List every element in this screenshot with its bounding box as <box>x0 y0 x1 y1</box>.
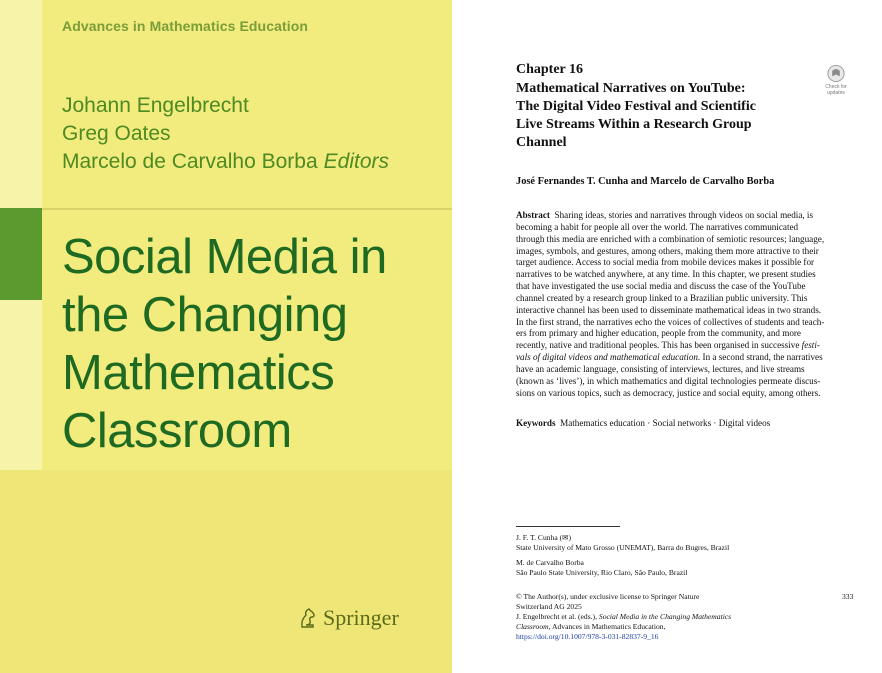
affiliation-place: State University of Mato Grosso (UNEMAT), Barra do Bugres, Brazil <box>516 543 730 552</box>
abstract-line: (known as ‘lives’), in which mathematics and digital technologies permeate discus- <box>516 375 821 386</box>
page-number: 333 <box>842 592 854 601</box>
citation-title: Classroom, <box>516 622 551 631</box>
book-title-line: Social Media in <box>62 230 387 284</box>
chapter-number: Chapter 16 <box>516 62 584 77</box>
keywords-list: Mathematics education · Social networks · Digital videos <box>560 418 771 428</box>
book-title-line: Classroom <box>62 404 292 458</box>
book-title-line: Mathematics <box>62 346 335 400</box>
abstract-italic: vals of digital videos and mathematical education. <box>516 352 701 363</box>
abstract-line: have an academic language, consisting of interviews, lectures, and live streams <box>516 363 805 374</box>
cover-green-accent <box>0 208 42 300</box>
abstract-line: ers from primary and higher education, people from the community, and more <box>516 328 801 339</box>
badge-label-line: updates <box>827 90 845 96</box>
citation-prefix: J. Engelbrecht et al. (eds.), <box>516 612 597 621</box>
cover-divider <box>42 208 452 210</box>
doi-link[interactable]: https://doi.org/10.1007/978-3-031-82837-9_16 <box>516 632 659 641</box>
chapter-title <box>516 80 816 152</box>
abstract-line <box>516 210 859 222</box>
keywords-label: Keywords <box>516 418 556 428</box>
editors-block <box>62 92 389 176</box>
footnote-rule <box>516 526 620 527</box>
citation-line <box>516 612 856 622</box>
chapter-title-line: Channel <box>516 135 567 150</box>
abstract-text: Sharing ideas, stories and narratives through videos on social media, is <box>554 210 814 220</box>
abstract-line: through this media are enriched with a combination of semiotic resources; language, <box>516 233 825 244</box>
check-updates-icon <box>826 64 846 83</box>
abstract-line: narratives to be watched anywhere, at any time. In this chapter, we present studies <box>516 269 816 280</box>
citation-suffix: Advances in Mathematics Education, <box>552 622 666 631</box>
editors-role: Editors <box>323 150 389 173</box>
publisher-name: Springer <box>323 605 399 630</box>
series-title: Advances in Mathematics Education <box>62 18 309 34</box>
chapter-title-line: Live Streams Within a Research Group <box>516 117 752 132</box>
citation-line <box>516 622 856 632</box>
abstract-label: Abstract <box>516 210 550 220</box>
affiliation-name: J. F. T. Cunha (✉) <box>516 533 572 542</box>
chapter-title-line: The Digital Video Festival and Scientific <box>516 99 756 114</box>
affiliation-place: São Paulo State University, Rio Claro, São Paulo, Brazil <box>516 568 688 577</box>
cover-lower-panel <box>0 470 452 673</box>
badge-label <box>825 84 846 96</box>
chapter-authors: José Fernandes T. Cunha and Marcelo de Carvalho Borba <box>516 176 775 187</box>
abstract-line: In the first strand, the narratives echo the voices of collectives of students and teach- <box>516 316 825 327</box>
editor-name: Marcelo de Carvalho Borba <box>62 150 318 173</box>
publisher-logo <box>298 605 399 631</box>
check-for-updates-badge[interactable] <box>820 64 852 96</box>
copyright-line: Switzerland AG 2025 <box>516 602 582 611</box>
keywords <box>516 418 770 428</box>
abstract-text: In a second strand, the narratives <box>702 352 823 363</box>
citation-title: Social Media in the Changing Mathematics <box>598 612 732 621</box>
article-first-page <box>452 0 882 673</box>
affiliation <box>516 533 729 553</box>
abstract-line: channel created by a research group linked to a Brazilian public university. This <box>516 292 808 303</box>
affiliation <box>516 558 687 578</box>
abstract-line: images, symbols, and gestures, among others, making them more attractive to their <box>516 245 819 256</box>
abstract-line: sions on various topics, such as democracy, justice and social equity, among others. <box>516 387 821 398</box>
abstract-italic: festi- <box>801 340 820 351</box>
book-title-line: the Changing <box>62 288 348 342</box>
abstract-line: becoming a habit for people all over the world. The narratives communicated <box>516 221 799 232</box>
affiliation-name: M. de Carvalho Borba <box>516 558 584 567</box>
copyright-block <box>516 592 856 642</box>
editor-line <box>62 148 389 176</box>
chapter-title-line: Mathematical Narratives on YouTube: <box>516 81 746 96</box>
badge-label-line: Check for <box>825 84 847 90</box>
abstract-line: interactive channel has been used to disseminate mathematical ideas in two strands. <box>516 304 822 315</box>
abstract-line: that have investigated the use social media and discuss the case of the YouTube <box>516 281 806 292</box>
abstract-text: recently, native and traditional peoples. This has been organised in successive <box>516 340 800 351</box>
editor-name: Johann Engelbrecht <box>62 94 249 117</box>
editor-name: Greg Oates <box>62 122 171 145</box>
abstract <box>516 210 859 400</box>
abstract-line <box>516 352 859 364</box>
abstract-line: target audience. Access to social media from mobile devices makes it possible for <box>516 257 815 268</box>
abstract-line <box>516 340 859 352</box>
book-title <box>62 228 442 460</box>
springer-horse-icon <box>298 607 318 629</box>
copyright-line: © The Author(s), under exclusive license to Springer Nature <box>516 592 700 601</box>
